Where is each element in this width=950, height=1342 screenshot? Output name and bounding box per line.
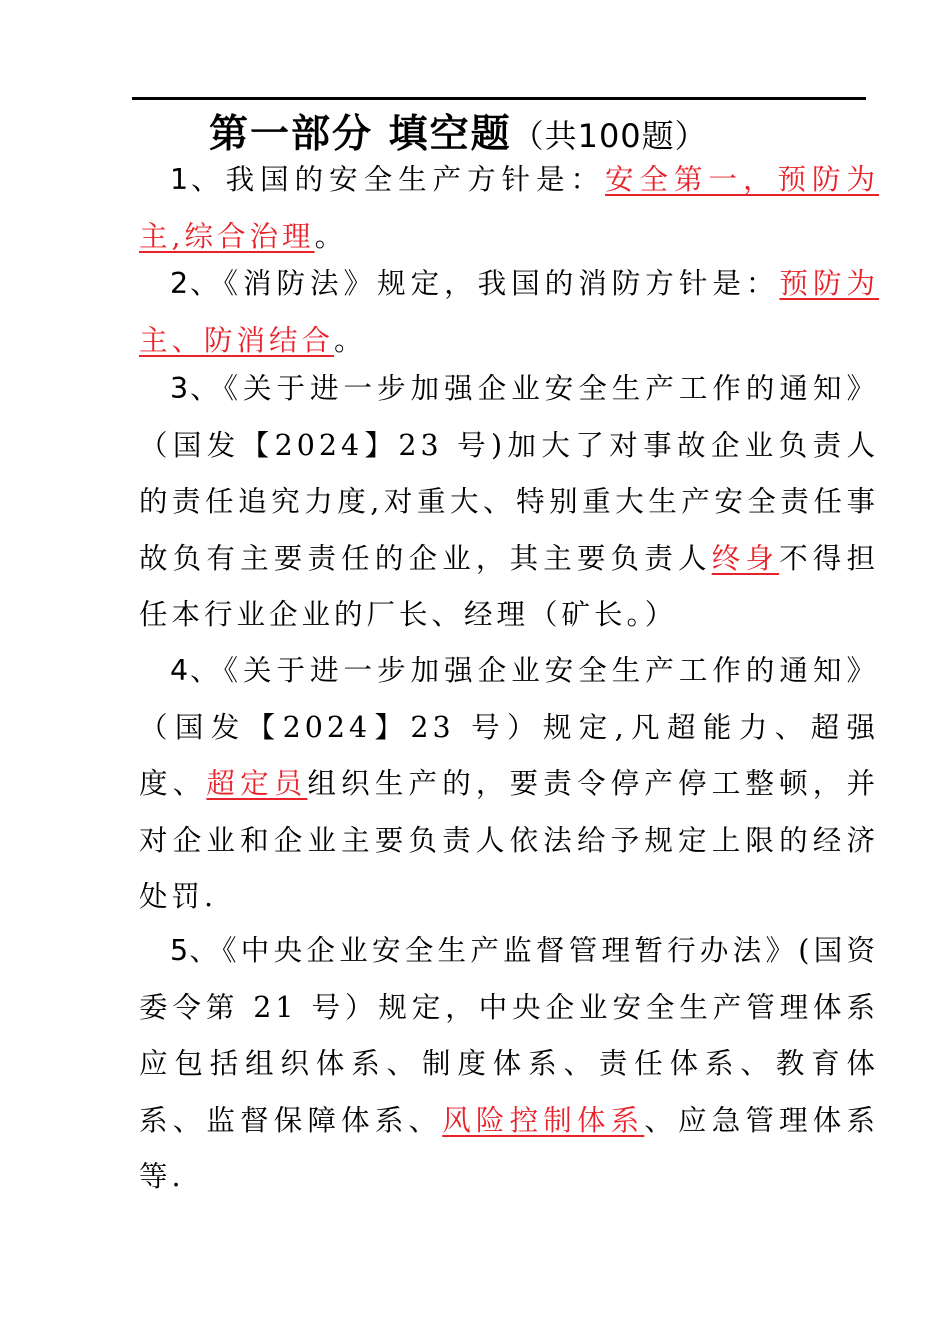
question-3 — [139, 361, 879, 644]
header-rule — [132, 97, 866, 100]
question-1 — [139, 152, 879, 265]
question-text-end: 。 — [314, 219, 348, 253]
question-number: 4 — [170, 654, 190, 687]
answer-blank: 超定员 — [206, 767, 308, 800]
question-4 — [139, 643, 879, 926]
question-text: 、《关于进一步加强企业安全生产工作的通知》（国发【2024】23 号）规定,凡超能力、超强度、 — [139, 654, 879, 800]
question-text-end: 、应急管理体系等. — [139, 1103, 879, 1193]
question-text: 、《关于进一步加强企业安全生产工作的通知》（国发【2024】23 号)加大了对事故企业负责人的责任追究力度,对重大、特别重大生产安全责任事故负有主要责任的企业，其主要负责人 — [139, 372, 879, 575]
question-number: 3 — [170, 372, 190, 405]
question-2 — [139, 256, 879, 369]
answer-blank: 预防为主、防消结合 — [139, 267, 879, 357]
question-text: 、《消防法》规定，我国的消防方针是： — [189, 267, 780, 300]
section-title: 第一部分 填空题 — [209, 111, 512, 157]
question-5 — [139, 923, 879, 1206]
question-text: 、《中央企业安全生产监督管理暂行办法》(国资委令第 21 号）规定，中央企业安全生产管理体系应包括组织体系、制度体系、责任体系、教育体系、监督保障体系、 — [139, 934, 879, 1137]
question-number: 5 — [170, 934, 190, 967]
question-text-end: 组织生产的，要责令停产停工整顿，并对企业和企业主要负责人依法给予规定上限的经济处罚. — [139, 767, 879, 913]
answer-blank: 风险控制体系 — [442, 1103, 645, 1137]
answer-blank: 安全第一，预防为主,综合治理 — [139, 163, 879, 253]
question-number: 2 — [170, 267, 190, 300]
question-text-end: 不得担任本行业企业的厂长、经理（矿长。） — [139, 541, 879, 631]
section-question-count: （共100题） — [511, 117, 708, 155]
question-text-end: 。 — [334, 323, 367, 357]
answer-blank: 终身 — [711, 541, 780, 575]
question-number: 1 — [170, 163, 190, 196]
question-text: 、我国的安全生产方针是： — [189, 163, 606, 196]
